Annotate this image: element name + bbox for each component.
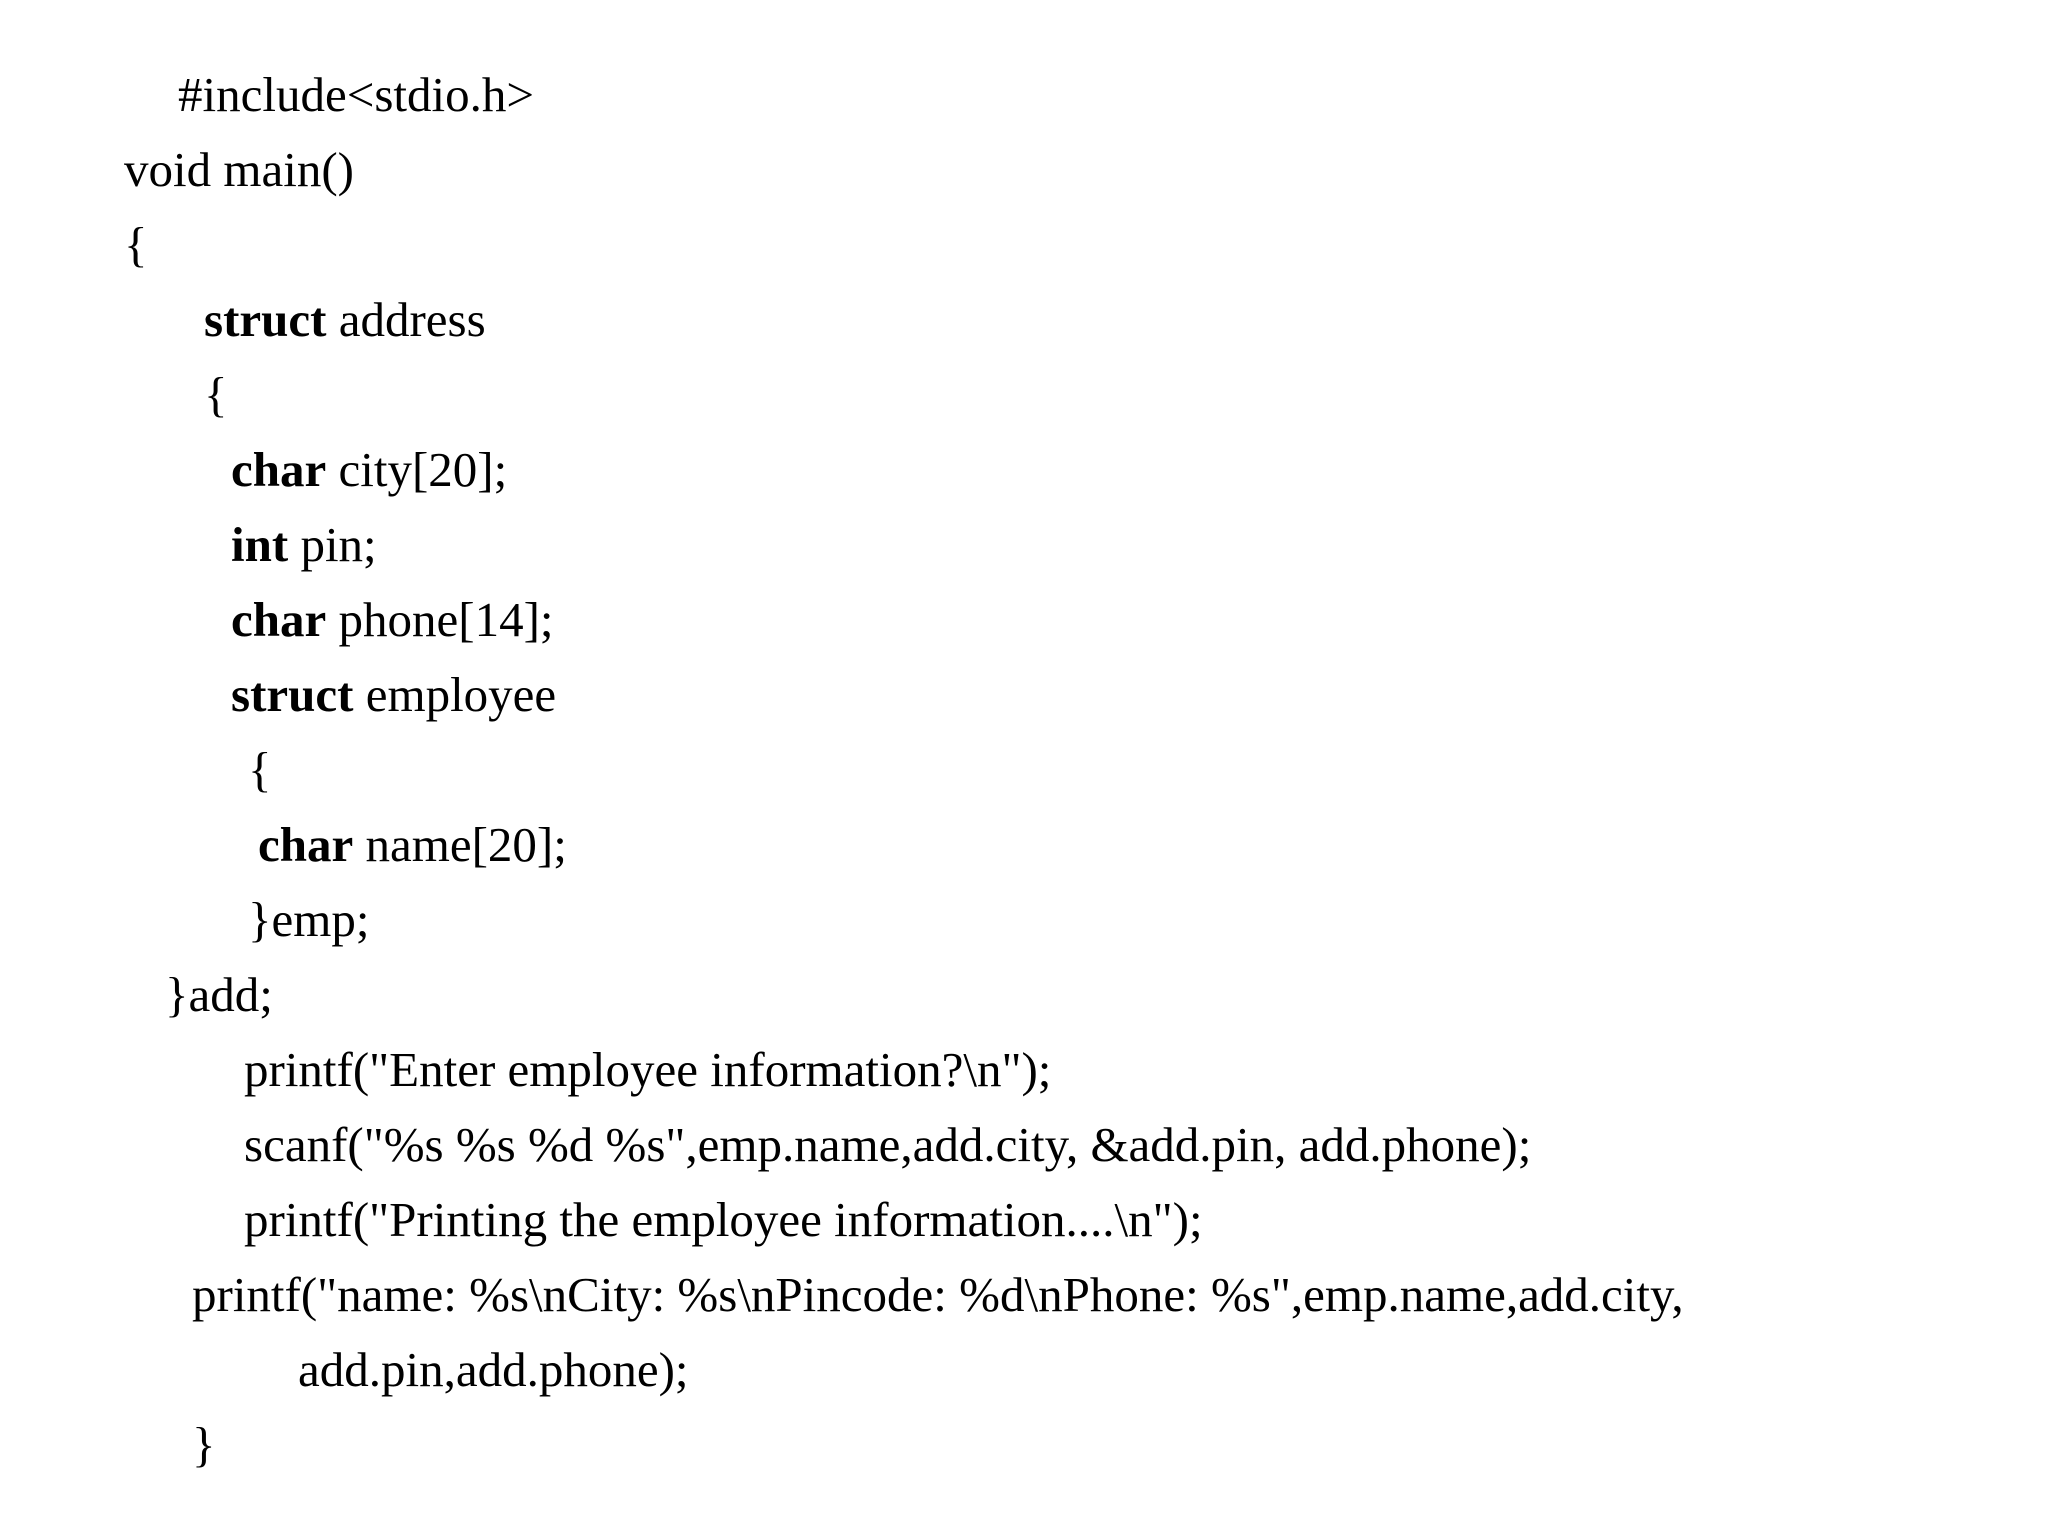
code-text: employee <box>353 667 557 722</box>
code-line-address-close: }add; <box>165 967 273 1022</box>
code-line-include: #include<stdio.h> <box>178 67 535 122</box>
keyword: char <box>231 442 327 497</box>
keyword: struct <box>204 292 327 347</box>
code-line-pin-field <box>231 515 377 575</box>
code-line-printf-prompt: printf("Enter employee information?\n"); <box>244 1042 1052 1097</box>
keyword: char <box>231 592 327 647</box>
keyword: int <box>231 517 289 572</box>
code-line-main-close-brace: } <box>192 1417 216 1472</box>
code-line-printf-details: printf("name: %s\nCity: %s\nPincode: %d\nPhone: %s",emp.name,add.city, <box>192 1267 1684 1322</box>
code-text: pin; <box>288 517 377 572</box>
code-line-printf-details-cont: add.pin,add.phone); <box>298 1342 689 1397</box>
code-line-main-open-brace: { <box>124 217 148 272</box>
code-line-struct-address <box>204 290 486 350</box>
code-text: phone[14]; <box>326 592 554 647</box>
code-line-main-signature: void main() <box>124 142 354 197</box>
code-text: name[20]; <box>353 817 567 872</box>
code-line-address-open-brace: { <box>204 367 228 422</box>
code-line-city-field <box>231 440 507 500</box>
code-line-printf-heading: printf("Printing the employee information....\n"); <box>244 1192 1203 1247</box>
code-line-name-field <box>258 815 567 875</box>
code-line-scanf: scanf("%s %s %d %s",emp.name,add.city, &add.pin, add.phone); <box>244 1117 1532 1172</box>
code-line-phone-field <box>231 590 554 650</box>
code-line-employee-close: }emp; <box>248 892 370 947</box>
code-line-employee-open-brace: { <box>248 742 272 797</box>
keyword: struct <box>231 667 354 722</box>
code-line-struct-employee <box>231 665 556 725</box>
keyword: char <box>258 817 354 872</box>
code-text: city[20]; <box>326 442 508 497</box>
code-text: address <box>326 292 486 347</box>
